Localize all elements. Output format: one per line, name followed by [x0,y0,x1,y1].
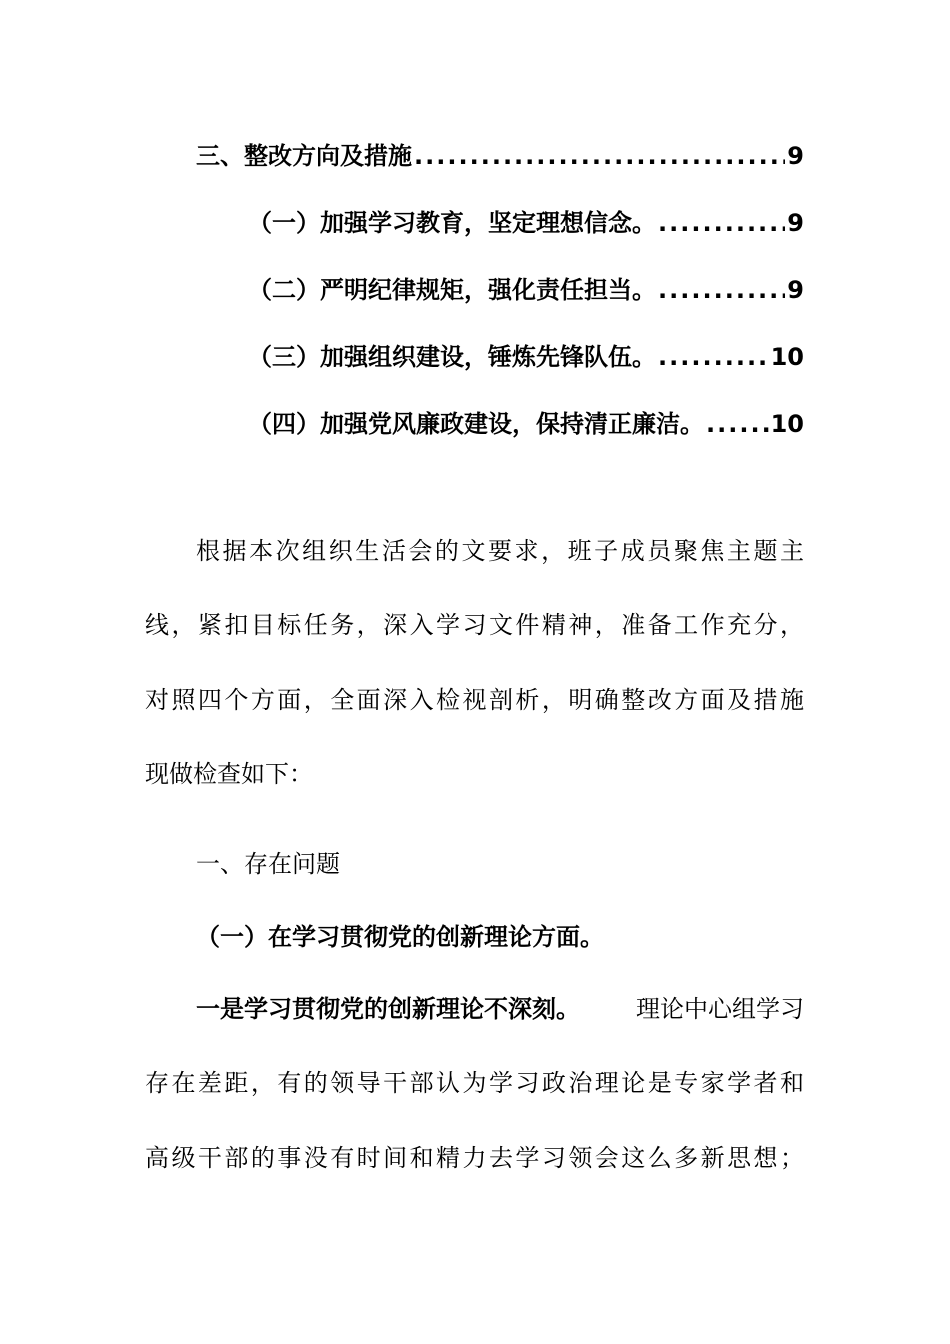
point-first-line [196,994,804,1024]
point-line: 高级干部的事没有时间和精力去学习领会这么多新思想； [145,1144,804,1172]
toc-entry[interactable] [248,337,804,372]
point-tail: 理论中心组学习 [636,995,804,1023]
point-line: 存在差距，有的领导干部认为学习政治理论是专家学者和 [145,1069,804,1097]
toc-dot-leader [658,343,769,371]
intro-line: 线，紧扣目标任务，深入学习文件精神，准备工作充分， [145,611,804,639]
toc-entry-page: 10 [770,410,804,438]
toc-entry-title: （二）严明纪律规矩，强化责任担当。 [248,276,656,304]
section-heading: 一、存在问题 [196,850,340,878]
toc-entry[interactable] [248,203,804,238]
toc-entry-title: （一）加强学习教育，坚定理想信念。 [248,209,656,237]
intro-line: 对照四个方面，全面深入检视剖析，明确整改方面及措施 [145,686,804,714]
toc-entry-title: 三、整改方向及措施 [196,142,412,170]
toc-dot-leader [658,276,785,304]
intro-line: 现做检查如下： [145,760,313,788]
toc-entry-page: 9 [787,142,804,170]
toc-entry-title: （三）加强组织建设，锤炼先锋队伍。 [248,343,656,371]
toc-dot-leader [706,410,769,438]
toc-entry-page: 10 [770,343,804,371]
toc-entry-page: 9 [787,209,804,237]
point-lead: 一是学习贯彻党的创新理论不深刻。 [196,995,580,1023]
toc-dot-leader [658,209,785,237]
toc-entry-page: 9 [787,276,804,304]
toc-entry[interactable] [196,136,804,171]
toc-entry-title: （四）加强党风廉政建设，保持清正廉洁。 [248,410,704,438]
section-subheading: （一）在学习贯彻党的创新理论方面。 [196,923,604,951]
toc-dot-leader [414,142,785,170]
intro-line: 根据本次组织生活会的文要求，班子成员聚焦主题主 [196,537,804,565]
toc-entry[interactable] [248,270,804,305]
toc-entry[interactable] [248,404,804,439]
